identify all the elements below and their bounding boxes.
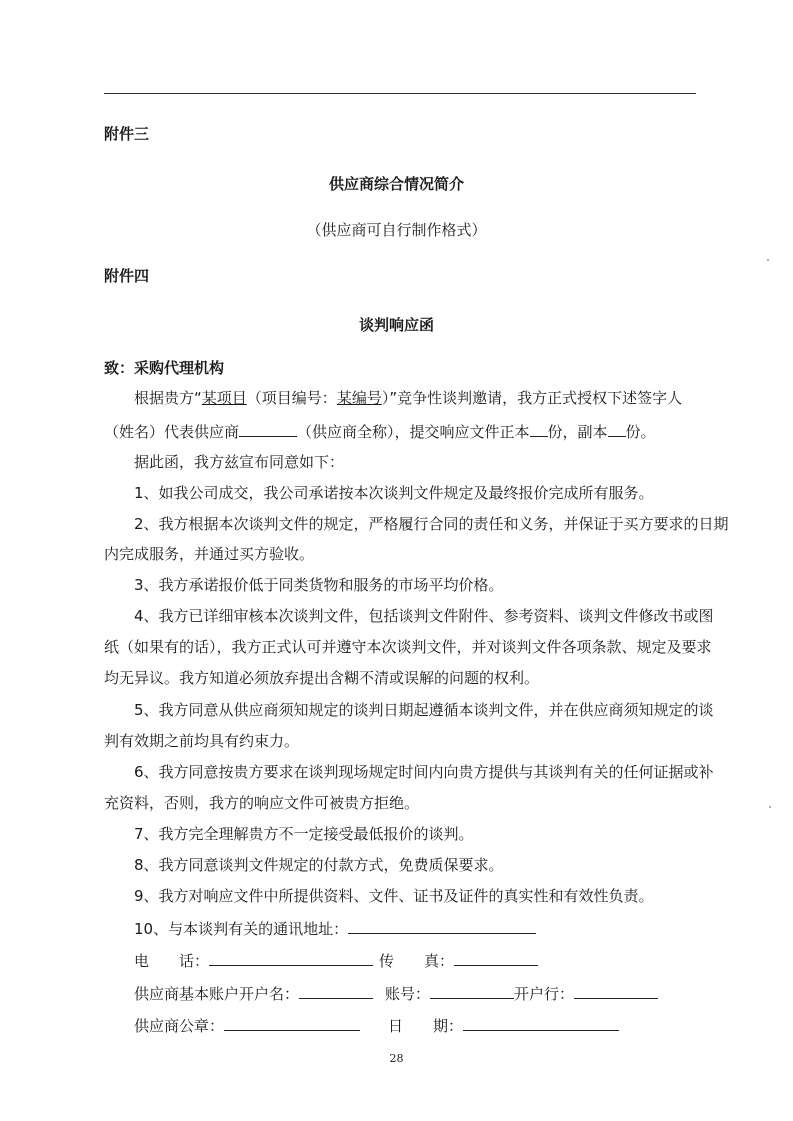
intro-line-2 bbox=[104, 421, 656, 442]
page-number: 28 bbox=[389, 1052, 404, 1065]
copy-count-blank bbox=[608, 421, 626, 437]
address-label: 10、与本谈判有关的通讯地址： bbox=[134, 920, 349, 938]
item-5-line-1: 5、我方同意从供应商须知规定的谈判日期起遵循本谈判文件，并在供应商须知规定的谈 bbox=[134, 701, 714, 719]
account-name-blank bbox=[299, 983, 373, 999]
account-no-blank bbox=[430, 983, 514, 999]
fax-label: 传 真： bbox=[379, 952, 455, 970]
scan-speck bbox=[769, 806, 771, 808]
phone-blank bbox=[209, 950, 373, 966]
intro-text: 份。 bbox=[625, 423, 656, 441]
item-4-line-3: 均无异议。我方知道必须放弃提出含糊不清或误解的问题的权利。 bbox=[104, 669, 540, 687]
annex3-subtitle: （供应商可自行制作格式） bbox=[306, 221, 487, 239]
address-blank bbox=[348, 918, 536, 934]
account-name-label: 供应商基本账户开户名： bbox=[134, 985, 300, 1003]
intro-text: ）”竞争性谈判邀请，我方正式授权下述签字人 bbox=[381, 389, 683, 407]
date-label: 日 期： bbox=[388, 1017, 464, 1035]
phone-label: 电 话： bbox=[134, 952, 210, 970]
annex4-title: 谈判响应函 bbox=[358, 316, 434, 334]
supplier-blank bbox=[239, 421, 297, 437]
item-1: 1、如我公司成交，我公司承诺按本次谈判文件规定及最终报价完成所有服务。 bbox=[134, 484, 654, 502]
item-8: 8、我方同意谈判文件规定的付款方式，免费质保要求。 bbox=[134, 856, 504, 874]
annex4-heading: 附件四 bbox=[104, 267, 150, 285]
item-3: 3、我方承诺报价低于同类货物和服务的市场平均价格。 bbox=[134, 576, 504, 594]
seal-date-row bbox=[134, 1015, 619, 1036]
bank-blank bbox=[574, 983, 658, 999]
seal-label: 供应商公章： bbox=[134, 1017, 225, 1035]
phone-fax-row bbox=[134, 950, 538, 971]
item-4-line-2: 纸（如果有的话），我方正式认可并遵守本次谈判文件，并对谈判文件各项条款、规定及要求 bbox=[104, 638, 712, 656]
item-6-line-1: 6、我方同意按贵方要求在谈判现场规定时间内向贵方提供与其谈判有关的任何证据或补 bbox=[134, 763, 714, 781]
declare-line: 据此函，我方兹宣布同意如下： bbox=[134, 453, 345, 471]
project-name: 某项目 bbox=[201, 389, 247, 407]
item-5-line-2: 判有效期之前均具有约束力。 bbox=[104, 732, 300, 750]
annex3-heading: 附件三 bbox=[104, 125, 150, 143]
item-6-line-2: 充资料，否则，我方的响应文件可被贵方拒绝。 bbox=[104, 794, 420, 812]
intro-text: （姓名）代表供应商 bbox=[104, 423, 240, 441]
original-count-blank bbox=[530, 421, 548, 437]
scan-speck bbox=[767, 259, 769, 261]
account-no-label: 账号： bbox=[385, 985, 431, 1003]
bank-label: 开户行： bbox=[514, 985, 575, 1003]
annex3-title: 供应商综合情况简介 bbox=[328, 175, 464, 193]
item-2-line-2: 内完成服务，并通过买方验收。 bbox=[104, 545, 315, 563]
account-row bbox=[134, 983, 658, 1004]
salutation: 致：采购代理机构 bbox=[104, 359, 225, 377]
item-9: 9、我方对响应文件中所提供资料、文件、证书及证件的真实性和有效性负责。 bbox=[134, 887, 654, 905]
fax-blank bbox=[454, 950, 538, 966]
intro-text: （项目编号： bbox=[246, 389, 337, 407]
item-10 bbox=[134, 918, 536, 939]
project-number: 某编号 bbox=[336, 389, 382, 407]
item-7: 7、我方完全理解贵方不一定接受最低报价的谈判。 bbox=[134, 825, 474, 843]
intro-text: 根据贵方“ bbox=[134, 389, 202, 407]
header-rule bbox=[104, 93, 696, 94]
date-blank bbox=[463, 1015, 619, 1031]
seal-blank bbox=[224, 1015, 360, 1031]
item-4-line-1: 4、我方已详细审核本次谈判文件，包括谈判文件附件、参考资料、谈判文件修改书或图 bbox=[134, 607, 714, 625]
intro-text: 份，副本 bbox=[547, 423, 608, 441]
intro-line-1 bbox=[134, 388, 682, 408]
item-2-line-1: 2、我方根据本次谈判文件的规定，严格履行合同的责任和义务，并保证于买方要求的日期 bbox=[134, 515, 729, 533]
intro-text: （供应商全称），提交响应文件正本 bbox=[297, 423, 530, 441]
